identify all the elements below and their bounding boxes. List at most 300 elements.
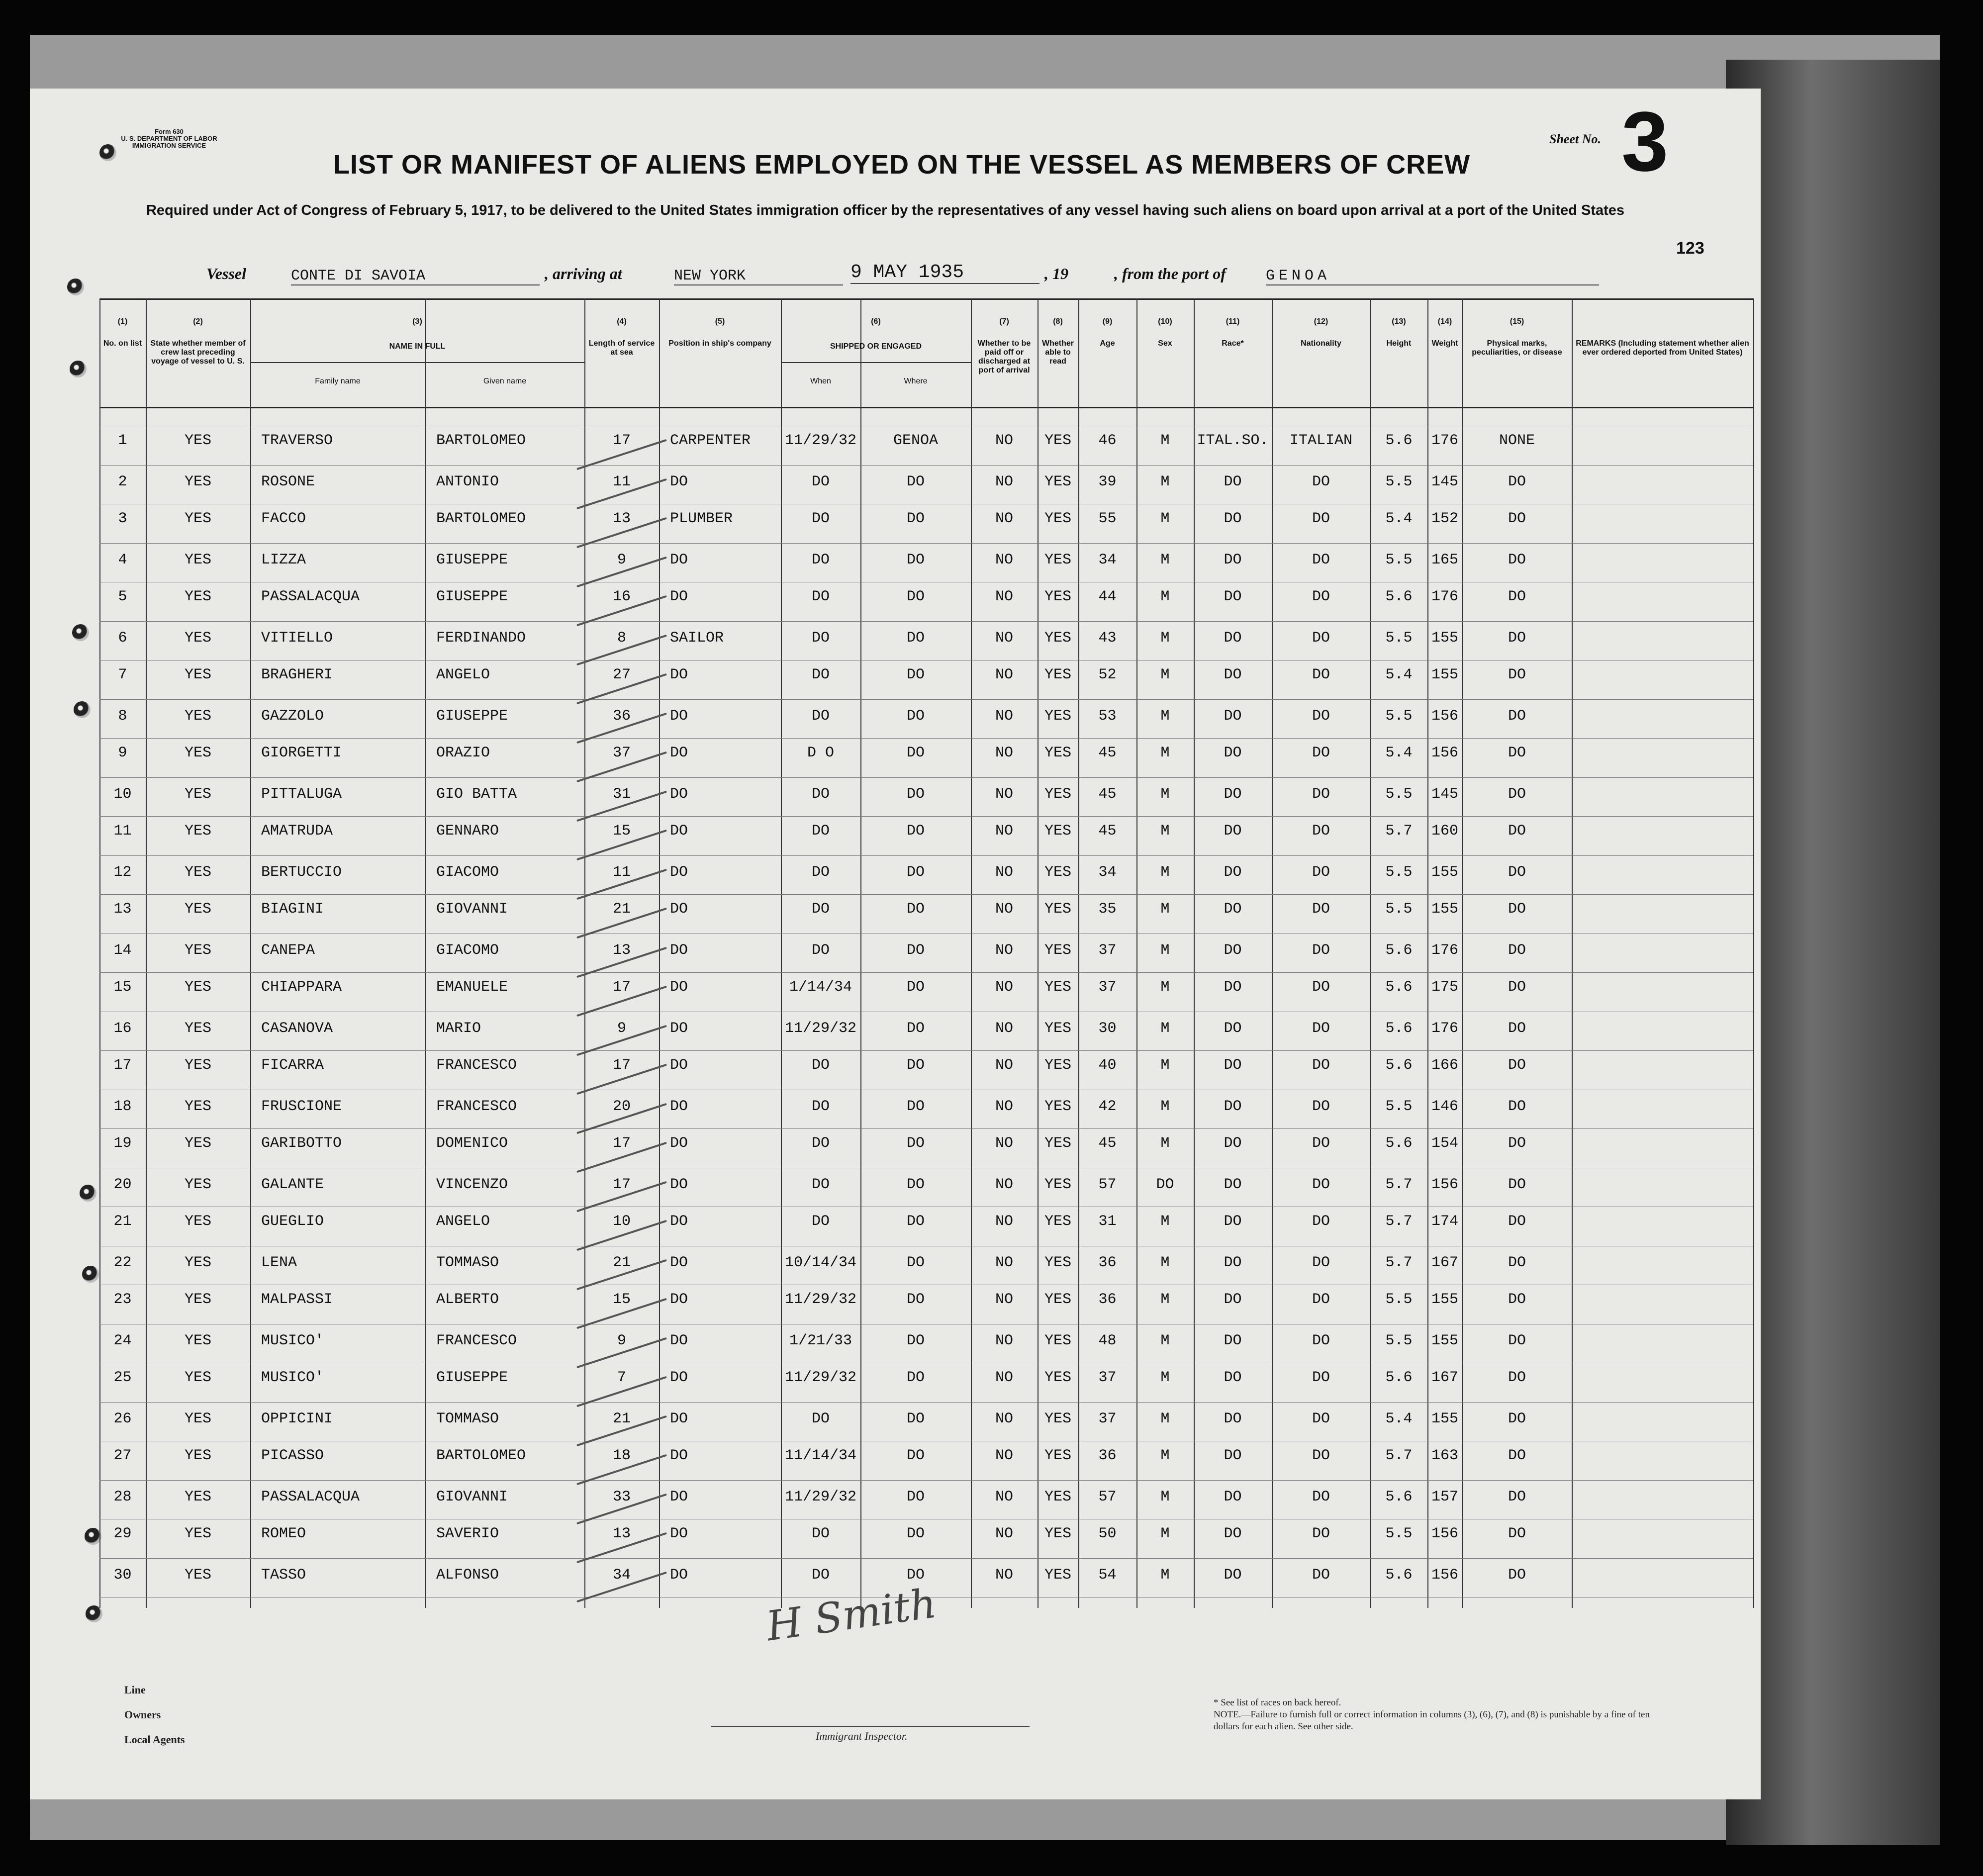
cell-service-length: 20 <box>612 1098 631 1115</box>
cell-height: 5.6 <box>1385 1020 1413 1037</box>
from-port-label: , from the port of <box>1114 265 1226 282</box>
cell-row-number: 4 <box>118 551 127 568</box>
from-port: GENOA <box>1266 268 1599 285</box>
cell-weight: 176 <box>1431 941 1458 959</box>
cell-shipped-where: DO <box>906 551 925 568</box>
cell-nationality: DO <box>1312 1176 1330 1193</box>
cell-row-number: 29 <box>113 1525 132 1542</box>
cell-height: 5.6 <box>1385 1488 1413 1505</box>
cell-nationality: DO <box>1312 1098 1330 1115</box>
cell-nationality: DO <box>1312 1213 1330 1230</box>
cell-position: DO <box>670 901 688 918</box>
cell-position: DO <box>670 1447 688 1464</box>
cell-shipped-where: GENOA <box>893 432 938 449</box>
cell-able-to-read: YES <box>1044 473 1071 490</box>
cell-paid-off: NO <box>995 629 1013 647</box>
cell-physical-marks: NONE <box>1499 432 1535 449</box>
cell-position: DO <box>670 745 688 761</box>
cell-race: DO <box>1224 823 1242 840</box>
cell-sex: M <box>1160 863 1170 881</box>
cell-shipped-where: DO <box>906 1254 925 1271</box>
cell-nationality: DO <box>1312 1410 1330 1427</box>
cell-race: DO <box>1224 1057 1242 1074</box>
cell-weight: 155 <box>1431 901 1458 918</box>
cell-position: DO <box>670 1254 688 1271</box>
cell-nationality: DO <box>1312 629 1330 647</box>
cell-row-number: 2 <box>118 473 127 490</box>
cell-family-name: GIORGETTI <box>261 745 342 761</box>
cell-physical-marks: DO <box>1508 979 1526 996</box>
cell-sex: M <box>1160 745 1170 761</box>
cell-weight: 165 <box>1431 551 1458 568</box>
cell-physical-marks: DO <box>1508 551 1526 568</box>
cell-row-number: 26 <box>113 1410 132 1427</box>
cell-position: DO <box>670 1332 688 1349</box>
cell-row-number: 23 <box>113 1291 132 1308</box>
cell-position: DO <box>670 1488 688 1505</box>
cell-physical-marks: DO <box>1508 1291 1526 1308</box>
cell-shipped-where: DO <box>906 1135 925 1152</box>
cell-physical-marks: DO <box>1508 901 1526 918</box>
cell-weight: 157 <box>1431 1488 1458 1505</box>
column-number: (2) <box>193 317 203 326</box>
cell-nationality: DO <box>1312 707 1330 725</box>
cell-physical-marks: DO <box>1508 863 1526 881</box>
binder-hole <box>72 624 89 641</box>
column-number: (9) <box>1102 317 1113 326</box>
cell-given-name: GIOVANNI <box>436 1488 508 1505</box>
cell-shipped-where: DO <box>906 863 925 881</box>
cell-able-to-read: YES <box>1044 1020 1071 1037</box>
cell-race: DO <box>1224 510 1242 527</box>
column-subheader: Given name <box>483 377 527 385</box>
cell-shipped-where: DO <box>906 1291 925 1308</box>
cell-shipped-when: DO <box>811 1566 830 1584</box>
cell-sex: M <box>1160 979 1170 996</box>
cell-position: DO <box>670 1020 688 1037</box>
cell-prior-voyage: YES <box>184 941 211 959</box>
cell-race: DO <box>1224 1332 1242 1349</box>
cell-prior-voyage: YES <box>184 551 211 568</box>
cell-row-number: 30 <box>113 1566 132 1584</box>
cell-sex: M <box>1160 473 1170 490</box>
cell-paid-off: NO <box>995 745 1013 761</box>
cell-shipped-where: DO <box>906 1525 925 1542</box>
cell-age: 35 <box>1098 901 1117 918</box>
cell-race: DO <box>1224 1213 1242 1230</box>
cell-given-name: FRANCESCO <box>436 1332 517 1349</box>
row-divider <box>99 816 1753 817</box>
cell-shipped-where: DO <box>906 1410 925 1427</box>
cell-paid-off: NO <box>995 432 1013 449</box>
cell-position: DO <box>670 1176 688 1193</box>
column-number: (14) <box>1437 317 1452 326</box>
cell-service-length: 17 <box>612 979 631 996</box>
row-divider <box>99 738 1753 739</box>
cell-given-name: EMANUELE <box>436 979 508 996</box>
inspector-signature: H Smith <box>763 1580 940 1651</box>
cell-race: DO <box>1224 1566 1242 1584</box>
cell-service-length: 34 <box>612 1566 631 1584</box>
cell-family-name: PITTALUGA <box>261 785 342 803</box>
cell-nationality: ITALIAN <box>1289 432 1353 449</box>
cell-height: 5.6 <box>1385 1135 1413 1152</box>
cell-service-length: 9 <box>617 1020 626 1037</box>
cell-position: DO <box>670 785 688 803</box>
cell-shipped-where: DO <box>906 588 925 605</box>
cell-able-to-read: YES <box>1044 510 1071 527</box>
inspector-line <box>711 1726 1030 1727</box>
cell-given-name: GENNARO <box>436 823 499 840</box>
cell-age: 43 <box>1098 629 1117 647</box>
cell-given-name: SAVERIO <box>436 1525 499 1542</box>
cell-weight: 155 <box>1431 863 1458 881</box>
cell-family-name: PASSALACQUA <box>261 588 360 605</box>
cell-given-name: TOMMASO <box>436 1410 499 1427</box>
sheet-number: 3 <box>1621 94 1669 189</box>
cell-given-name: GIUSEPPE <box>436 707 508 725</box>
cell-weight: 176 <box>1431 1020 1458 1037</box>
cell-sex: M <box>1160 823 1170 840</box>
cell-prior-voyage: YES <box>184 1098 211 1115</box>
cell-able-to-read: YES <box>1044 1488 1071 1505</box>
cell-paid-off: NO <box>995 510 1013 527</box>
cell-able-to-read: YES <box>1044 1369 1071 1386</box>
cell-family-name: PICASSO <box>261 1447 324 1464</box>
cell-physical-marks: DO <box>1508 1447 1526 1464</box>
cell-able-to-read: YES <box>1044 588 1071 605</box>
column-header: Height <box>1386 339 1412 348</box>
row-divider <box>99 621 1753 622</box>
cell-race: DO <box>1224 1135 1242 1152</box>
cell-position: DO <box>670 1213 688 1230</box>
cell-row-number: 8 <box>118 707 127 725</box>
row-divider <box>99 972 1753 973</box>
cell-given-name: TOMMASO <box>436 1254 499 1271</box>
cell-nationality: DO <box>1312 1566 1330 1584</box>
cell-race: DO <box>1224 863 1242 881</box>
cell-nationality: DO <box>1312 1447 1330 1464</box>
cell-weight: 155 <box>1431 1332 1458 1349</box>
cell-paid-off: NO <box>995 1098 1013 1115</box>
cell-able-to-read: YES <box>1044 941 1071 959</box>
cell-race: DO <box>1224 1254 1242 1271</box>
cell-shipped-when: DO <box>811 1176 830 1193</box>
column-subheader: Where <box>904 377 928 385</box>
cell-shipped-when: 1/14/34 <box>789 979 852 996</box>
column-divider <box>250 298 251 1608</box>
cell-nationality: DO <box>1312 588 1330 605</box>
cell-family-name: ROMEO <box>261 1525 306 1542</box>
cell-nationality: DO <box>1312 1057 1330 1074</box>
vessel-label: Vessel <box>206 265 246 282</box>
cell-paid-off: NO <box>995 588 1013 605</box>
cell-row-number: 5 <box>118 588 127 605</box>
cell-shipped-where: DO <box>906 666 925 683</box>
cell-nationality: DO <box>1312 510 1330 527</box>
cell-paid-off: NO <box>995 785 1013 803</box>
cell-weight: 167 <box>1431 1369 1458 1386</box>
cell-sex: M <box>1160 432 1170 449</box>
form-number: Form 630 <box>155 128 184 135</box>
cell-sex: M <box>1160 941 1170 959</box>
cell-height: 5.7 <box>1385 1213 1413 1230</box>
cell-able-to-read: YES <box>1044 823 1071 840</box>
binder-hole <box>82 1266 99 1283</box>
cell-age: 37 <box>1098 1410 1117 1427</box>
column-number: (13) <box>1392 317 1406 326</box>
cell-paid-off: NO <box>995 823 1013 840</box>
cell-sex: M <box>1160 1098 1170 1115</box>
cell-row-number: 6 <box>118 629 127 647</box>
column-header: No. on list <box>103 339 142 348</box>
cell-given-name: GIOVANNI <box>436 901 508 918</box>
cell-race: ITAL.SO. <box>1197 432 1269 449</box>
cell-height: 5.7 <box>1385 1254 1413 1271</box>
cell-service-length: 15 <box>612 823 631 840</box>
cell-shipped-when: 11/29/32 <box>784 1488 857 1505</box>
cell-position: DO <box>670 1098 688 1115</box>
cell-given-name: DOMENICO <box>436 1135 508 1152</box>
cell-service-length: 11 <box>612 473 631 490</box>
cell-prior-voyage: YES <box>184 823 211 840</box>
cell-nationality: DO <box>1312 785 1330 803</box>
binder-hole <box>70 361 87 377</box>
cell-prior-voyage: YES <box>184 1291 211 1308</box>
column-number: (5) <box>715 317 725 326</box>
cell-physical-marks: DO <box>1508 1213 1526 1230</box>
cell-prior-voyage: YES <box>184 979 211 996</box>
cell-paid-off: NO <box>995 1135 1013 1152</box>
cell-nationality: DO <box>1312 1525 1330 1542</box>
cell-race: DO <box>1224 1369 1242 1386</box>
cell-paid-off: NO <box>995 666 1013 683</box>
cell-physical-marks: DO <box>1508 666 1526 683</box>
cell-shipped-when: 1/21/33 <box>789 1332 852 1349</box>
cell-shipped-when: DO <box>811 1410 830 1427</box>
cell-family-name: GUEGLIO <box>261 1213 324 1230</box>
cell-position: DO <box>670 1566 688 1584</box>
cell-position: DO <box>670 1135 688 1152</box>
cell-height: 5.7 <box>1385 1176 1413 1193</box>
cell-row-number: 21 <box>113 1213 132 1230</box>
header-bottom-border <box>99 407 1753 408</box>
cell-service-length: 8 <box>617 629 626 647</box>
cell-nationality: DO <box>1312 1488 1330 1505</box>
year-suffix: , 19 <box>1044 265 1068 282</box>
cell-service-length: 18 <box>612 1447 631 1464</box>
cell-prior-voyage: YES <box>184 473 211 490</box>
cell-nationality: DO <box>1312 745 1330 761</box>
cell-race: DO <box>1224 1488 1242 1505</box>
cell-nationality: DO <box>1312 1369 1330 1386</box>
cell-paid-off: NO <box>995 551 1013 568</box>
race-note: * See list of races on back hereof. <box>1214 1697 1341 1708</box>
cell-height: 5.5 <box>1385 863 1413 881</box>
cell-family-name: GAZZOLO <box>261 707 324 725</box>
cell-given-name: FERDINANDO <box>436 629 526 647</box>
cell-sex: M <box>1160 785 1170 803</box>
cell-row-number: 15 <box>113 979 132 996</box>
cell-sex: M <box>1160 1410 1170 1427</box>
cell-race: DO <box>1224 785 1242 803</box>
cell-physical-marks: DO <box>1508 473 1526 490</box>
row-divider <box>99 1050 1753 1051</box>
cell-shipped-when: DO <box>811 1057 830 1074</box>
form-service: IMMIGRATION SERVICE <box>132 142 206 149</box>
cell-sex: M <box>1160 1566 1170 1584</box>
cell-physical-marks: DO <box>1508 1410 1526 1427</box>
cell-height: 5.5 <box>1385 1332 1413 1349</box>
column-divider <box>659 298 660 1608</box>
cell-race: DO <box>1224 666 1242 683</box>
cell-position: DO <box>670 588 688 605</box>
cell-age: 42 <box>1098 1098 1117 1115</box>
cell-prior-voyage: YES <box>184 1213 211 1230</box>
cell-physical-marks: DO <box>1508 745 1526 761</box>
cell-family-name: FRUSCIONE <box>261 1098 342 1115</box>
cell-prior-voyage: YES <box>184 1332 211 1349</box>
cell-paid-off: NO <box>995 1410 1013 1427</box>
cell-row-number: 20 <box>113 1176 132 1193</box>
cell-position: DO <box>670 863 688 881</box>
cell-able-to-read: YES <box>1044 551 1071 568</box>
cell-height: 5.4 <box>1385 1410 1413 1427</box>
column-number: (12) <box>1314 317 1328 326</box>
cell-prior-voyage: YES <box>184 432 211 449</box>
column-header: NAME IN FULL <box>389 342 446 351</box>
column-header: Whether to be paid off or discharged at port of arrival <box>977 339 1031 375</box>
column-header: Weight <box>1431 339 1458 348</box>
cell-shipped-where: DO <box>906 1447 925 1464</box>
cell-prior-voyage: YES <box>184 901 211 918</box>
cell-able-to-read: YES <box>1044 1176 1071 1193</box>
cell-weight: 175 <box>1431 979 1458 996</box>
cell-row-number: 25 <box>113 1369 132 1386</box>
cell-physical-marks: DO <box>1508 1369 1526 1386</box>
cell-able-to-read: YES <box>1044 863 1071 881</box>
column-subheader: When <box>810 377 831 385</box>
cell-family-name: ROSONE <box>261 473 315 490</box>
cell-race: DO <box>1224 941 1242 959</box>
cell-height: 5.7 <box>1385 823 1413 840</box>
cell-shipped-when: DO <box>811 785 830 803</box>
cell-given-name: GIACOMO <box>436 863 499 881</box>
cell-able-to-read: YES <box>1044 1332 1071 1349</box>
arriving-label: , arriving at <box>545 265 622 282</box>
cell-family-name: BIAGINI <box>261 901 324 918</box>
cell-row-number: 10 <box>113 785 132 803</box>
cell-sex: M <box>1160 551 1170 568</box>
cell-row-number: 1 <box>118 432 127 449</box>
inspector-label: Immigrant Inspector. <box>816 1730 908 1742</box>
cell-sex: M <box>1160 1369 1170 1386</box>
cell-family-name: LENA <box>261 1254 297 1271</box>
cell-paid-off: NO <box>995 1213 1013 1230</box>
cell-race: DO <box>1224 901 1242 918</box>
column-divider <box>1572 298 1573 1608</box>
cell-row-number: 12 <box>113 863 132 881</box>
row-divider <box>99 543 1753 544</box>
cell-service-length: 7 <box>617 1369 626 1386</box>
cell-service-length: 9 <box>617 1332 626 1349</box>
cell-shipped-where: DO <box>906 1488 925 1505</box>
cell-prior-voyage: YES <box>184 785 211 803</box>
cell-given-name: BARTOLOMEO <box>436 510 526 527</box>
cell-height: 5.6 <box>1385 1057 1413 1074</box>
cell-shipped-when: DO <box>811 473 830 490</box>
cell-age: 31 <box>1098 1213 1117 1230</box>
cell-shipped-where: DO <box>906 1566 925 1584</box>
cell-family-name: AMATRUDA <box>261 823 333 840</box>
cell-height: 5.6 <box>1385 1566 1413 1584</box>
cell-family-name: MALPASSI <box>261 1291 333 1308</box>
cell-paid-off: NO <box>995 1254 1013 1271</box>
cell-family-name: CHIAPPARA <box>261 979 342 996</box>
cell-nationality: DO <box>1312 863 1330 881</box>
cell-height: 5.5 <box>1385 1098 1413 1115</box>
cell-able-to-read: YES <box>1044 1410 1071 1427</box>
cell-sex: M <box>1160 1447 1170 1464</box>
page-title: LIST OR MANIFEST OF ALIENS EMPLOYED ON THE VESSEL AS MEMBERS OF CREW <box>333 150 1471 180</box>
cell-shipped-when: 11/29/32 <box>784 1020 857 1037</box>
cell-height: 5.4 <box>1385 510 1413 527</box>
cell-prior-voyage: YES <box>184 1447 211 1464</box>
cell-height: 5.5 <box>1385 551 1413 568</box>
cell-row-number: 17 <box>113 1057 132 1074</box>
cell-shipped-where: DO <box>906 1369 925 1386</box>
cell-family-name: BERTUCCIO <box>261 863 342 881</box>
cell-sex: M <box>1160 1488 1170 1505</box>
cell-shipped-where: DO <box>906 979 925 996</box>
page-subtitle: Required under Act of Congress of February 5, 1917, to be delivered to the United States immigration officer by the representatives of any vessel having such aliens on board upon arrival at a port of the United States <box>146 202 1625 218</box>
cell-shipped-when: 11/14/34 <box>784 1447 857 1464</box>
cell-position: DO <box>670 1057 688 1074</box>
cell-height: 5.5 <box>1385 629 1413 647</box>
subheader-divider <box>781 362 971 363</box>
column-number: (3) <box>412 317 422 326</box>
cell-sex: M <box>1160 1525 1170 1542</box>
cell-race: DO <box>1224 745 1242 761</box>
cell-age: 44 <box>1098 588 1117 605</box>
cell-service-length: 16 <box>612 588 631 605</box>
form-department: U. S. DEPARTMENT OF LABOR <box>121 135 217 142</box>
cell-nationality: DO <box>1312 1291 1330 1308</box>
cell-able-to-read: YES <box>1044 745 1071 761</box>
column-divider <box>425 298 426 1608</box>
column-header: Whether able to read <box>1042 339 1074 366</box>
cell-sex: M <box>1160 1135 1170 1152</box>
cell-shipped-where: DO <box>906 1020 925 1037</box>
cell-shipped-where: DO <box>906 823 925 840</box>
cell-service-length: 13 <box>612 1525 631 1542</box>
cell-nationality: DO <box>1312 473 1330 490</box>
cell-age: 37 <box>1098 1369 1117 1386</box>
cell-able-to-read: YES <box>1044 666 1071 683</box>
cell-shipped-when: DO <box>811 629 830 647</box>
cell-able-to-read: YES <box>1044 979 1071 996</box>
cell-sex: M <box>1160 1291 1170 1308</box>
row-divider <box>99 699 1753 700</box>
binder-hole <box>85 1528 101 1545</box>
cell-family-name: CANEPA <box>261 941 315 959</box>
cell-service-length: 11 <box>612 863 631 881</box>
row-divider <box>99 1480 1753 1481</box>
cell-weight: 156 <box>1431 707 1458 725</box>
cell-height: 5.5 <box>1385 785 1413 803</box>
cell-shipped-when: 10/14/34 <box>784 1254 857 1271</box>
cell-paid-off: NO <box>995 473 1013 490</box>
